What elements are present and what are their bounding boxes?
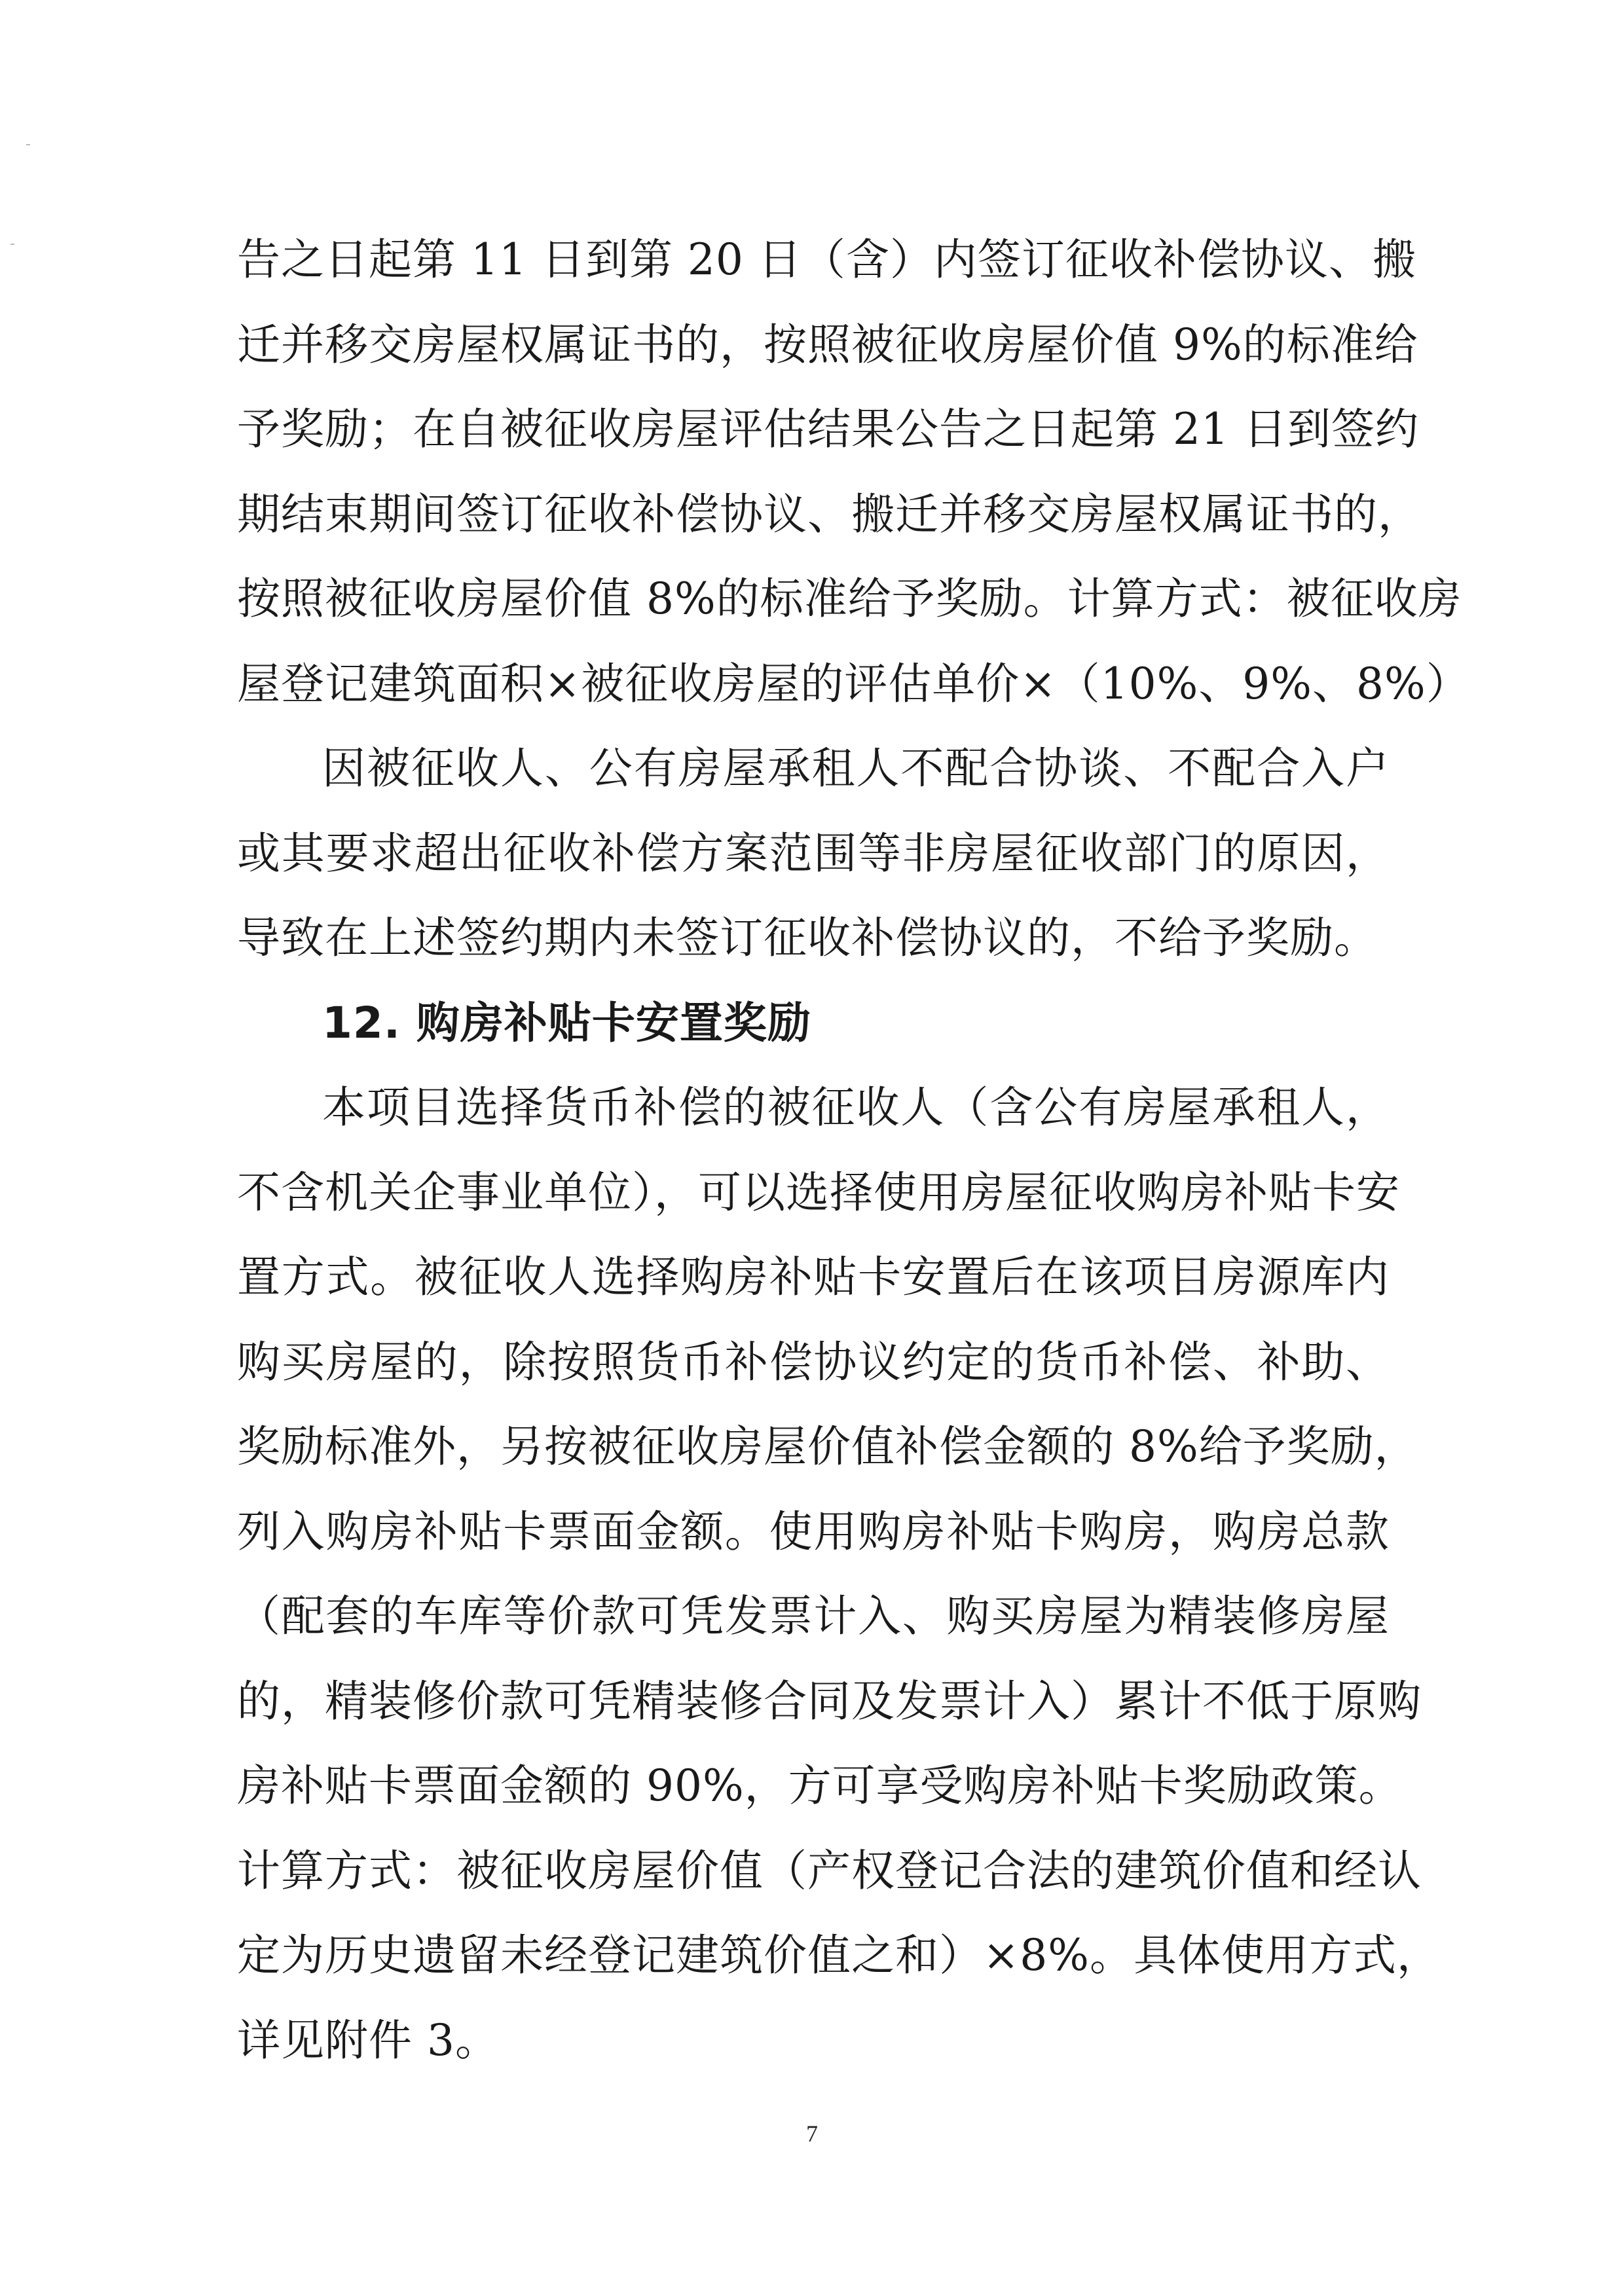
paragraph-line: 屋登记建筑面积×被征收房屋的评估单价×（10%、9%、8%）	[237, 658, 1470, 709]
paragraph-line: 购买房屋的，除按照货币补偿协议约定的货币补偿、补助、	[237, 1336, 1390, 1387]
paragraph-line: 按照被征收房屋价值 8%的标准给予奖励。计算方式：被征收房	[237, 574, 1462, 624]
paragraph-line: 详见附件 3。	[237, 2014, 499, 2066]
paragraph-line: 期结束期间签订征收补偿协议、搬迁并移交房屋权属证书的，	[237, 488, 1422, 539]
paragraph-line: 因被征收人、公有房屋承租人不配合协谈、不配合入户	[322, 743, 1390, 793]
paragraph-line: 计算方式：被征收房屋价值（产权登记合法的建筑价值和经认	[237, 1845, 1422, 1896]
scan-speck	[10, 244, 14, 245]
paragraph-line: 予奖励；在自被征收房屋评估结果公告之日起第 21 日到签约	[237, 404, 1419, 454]
paragraph-line: 不含机关企事业单位），可以选择使用房屋征收购房补贴卡安	[237, 1167, 1400, 1218]
page-number: 7	[806, 2121, 818, 2147]
paragraph-line: （配套的车库等价款可凭发票计入、购买房屋为精装修房屋	[237, 1591, 1390, 1641]
scan-speck	[26, 144, 30, 145]
paragraph-line: 或其要求超出征收补偿方案范围等非房屋征收部门的原因，	[237, 828, 1390, 879]
paragraph-line: 本项目选择货币补偿的被征收人（含公有房屋承租人，	[322, 1082, 1390, 1133]
paragraph-line: 的，精装修价款可凭精装修合同及发票计入）累计不低于原购	[237, 1675, 1422, 1726]
body-text	[237, 217, 1470, 2083]
paragraph-line: 导致在上述签约期内未签订征收补偿协议的，不给予奖励。	[237, 913, 1378, 963]
section-heading: 12. 购房补贴卡安置奖励	[322, 997, 811, 1048]
paragraph-line: 告之日起第 11 日到第 20 日（含）内签订征收补偿协议、搬	[237, 234, 1416, 285]
paragraph-line: 置方式。被征收人选择购房补贴卡安置后在该项目房源库内	[237, 1252, 1390, 1302]
paragraph-line: 定为历史遗留未经登记建筑价值之和）×8%。具体使用方式，	[237, 1930, 1441, 1980]
paragraph-line: 奖励标准外，另按被征收房屋价值补偿金额的 8%给予奖励，	[237, 1421, 1418, 1472]
paragraph-line: 房补贴卡票面金额的 90%，方可享受购房补贴卡奖励政策。	[237, 1760, 1403, 1811]
paragraph-line: 列入购房补贴卡票面金额。使用购房补贴卡购房，购房总款	[237, 1506, 1390, 1557]
paragraph-line: 迁并移交房屋权属证书的，按照被征收房屋价值 9%的标准给	[237, 319, 1418, 370]
